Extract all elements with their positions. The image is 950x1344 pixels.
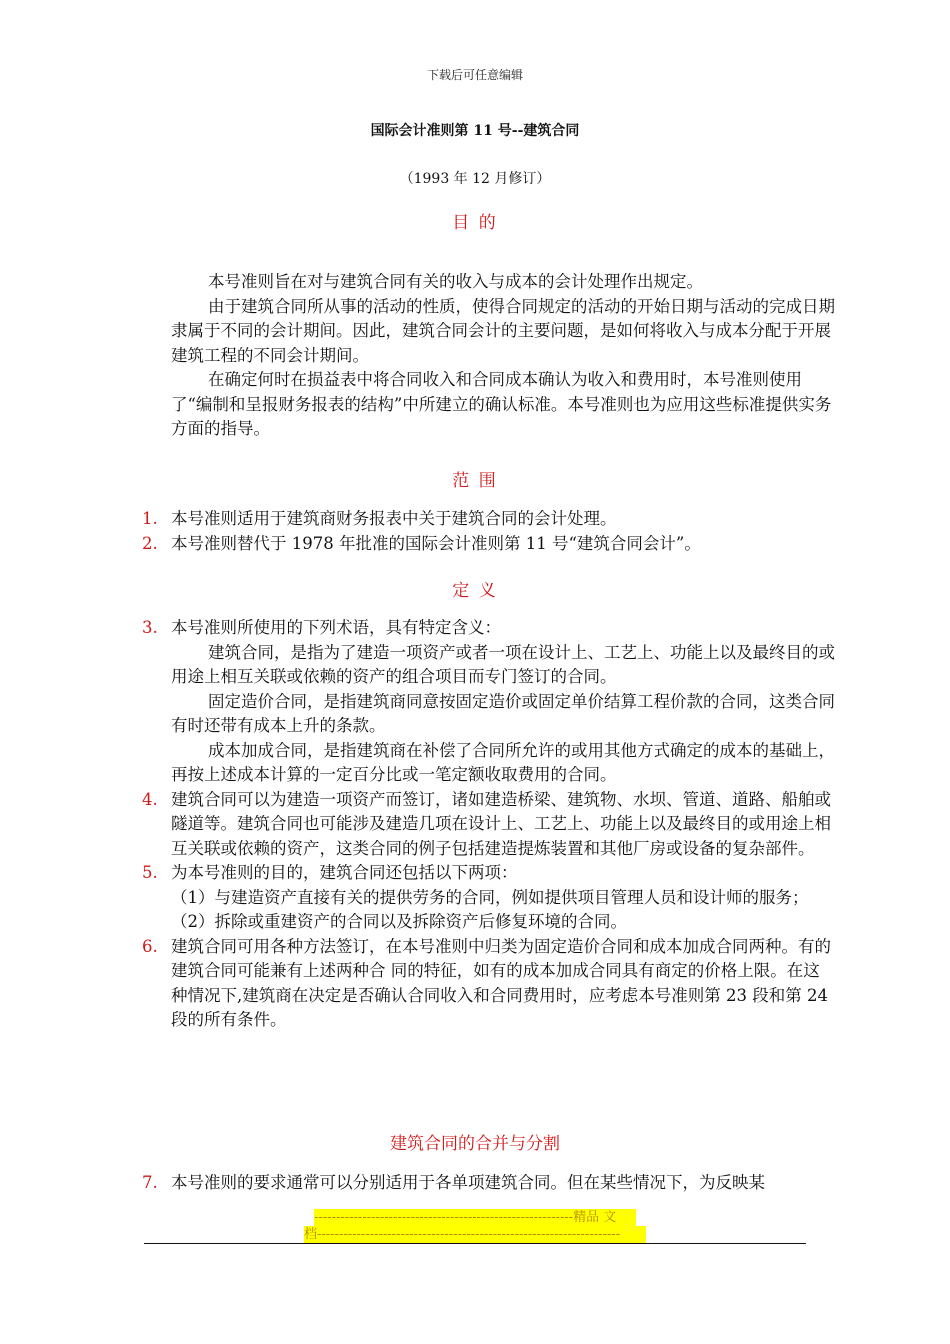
item-text: 建筑合同可用各种方法签订，在本号准则中归类为固定造价合同和成本加成合同两种。有的建筑合同可能兼有上述两种合 同的特征，如有的成本加成合同具有商定的价格上限。在这种情况下,建筑商在决定是否确认合同收入和合同费用时，应考虑本号准则第 23 段和第 24 段的所有条件。 xyxy=(171,936,831,1029)
list-item xyxy=(142,507,835,532)
combining-body xyxy=(142,1171,835,1196)
section-heading-combining: 建筑合同的合并与分割 xyxy=(390,1134,560,1154)
section-heading-definitions: 定 义 xyxy=(452,581,498,601)
item-text: 本号准则所使用的下列术语，具有特定含义： xyxy=(171,618,501,637)
section-heading-purpose: 目 的 xyxy=(452,213,498,233)
footer-divider xyxy=(144,1243,806,1244)
purpose-paragraph: 本号准则旨在对与建筑合同有关的收入与成本的会计处理作出规定。 xyxy=(208,272,703,291)
section-heading-scope: 范 围 xyxy=(452,471,498,491)
footer-band-line1: -----------------------------------------------------------精品 文 xyxy=(314,1209,636,1226)
purpose-paragraph: 在确定何时在损益表中将合同收入和合同成本确认为收入和费用时，本号准则使用了“编制和呈报财务报表的结构”中所建立的确认标准。本号准则也为应用这些标准提供实务方面的指导。 xyxy=(171,370,832,438)
item-text: 本号准则的要求通常可以分别适用于各单项建筑合同。但在某些情况下，为反映某 xyxy=(171,1173,765,1192)
definition-term: 固定造价合同，是指建筑商同意按固定造价或固定单价结算工程价款的合同，这类合同有时还带有成本上升的条款。 xyxy=(171,691,835,735)
document-title: 国际会计准则第 11 号--建筑合同 xyxy=(370,123,580,139)
list-item xyxy=(142,788,835,862)
item-number: 3. xyxy=(142,618,158,637)
definitions-body xyxy=(142,616,835,1033)
definition-term: 建筑合同，是指为了建造一项资产或者一项在设计上、工艺上、功能上以及最终目的或用途上相互关联或依赖的资产的组合项目而专门签订的合同。 xyxy=(171,642,835,686)
item-number: 5. xyxy=(142,863,158,882)
sub-item: （1）与建造资产直接有关的提供劳务的合同，例如提供项目管理人员和设计师的服务； xyxy=(171,887,809,907)
sub-item: （2）拆除或重建资产的合同以及拆除资产后修复环境的合同。 xyxy=(171,912,627,931)
list-item xyxy=(142,532,835,557)
list-item xyxy=(142,861,835,886)
list-item xyxy=(142,1171,835,1196)
item-number: 4. xyxy=(142,789,158,809)
item-text: 建筑合同可以为建造一项资产而签订，诸如建造桥梁、建筑物、水坝、管道、道路、船舶或隧道等。建筑合同也可能涉及建造几项在设计上、工艺上、功能上以及最终目的或用途上相互关联或依赖的资产，这类合同的例子包括建造提炼装置和其他厂房或设备的复杂部件。 xyxy=(171,789,831,858)
list-item xyxy=(142,935,835,1033)
purpose-paragraph: 由于建筑合同所从事的活动的性质，使得合同规定的活动的开始日期与活动的完成日期隶属于不同的会计期间。因此，建筑合同会计的主要问题，是如何将收入与成本分配于开展建筑工程的不同会计期间。 xyxy=(171,296,835,365)
item-number: 1. xyxy=(142,509,158,528)
item-text: 本号准则适用于建筑商财务报表中关于建筑合同的会计处理。 xyxy=(171,509,617,528)
scope-body xyxy=(142,507,835,556)
purpose-body xyxy=(171,270,835,442)
item-number: 7. xyxy=(142,1173,158,1192)
item-number: 6. xyxy=(142,936,158,956)
list-item xyxy=(142,616,835,641)
item-text: 本号准则替代于 1978 年批准的国际会计准则第 11 号“建筑合同会计”。 xyxy=(171,533,701,553)
footer-band-line2: 档--------------------------------------------------------------------- xyxy=(304,1226,646,1243)
revision-note: （1993 年 12 月修订） xyxy=(399,171,551,187)
item-number: 2. xyxy=(142,533,158,553)
item-text: 为本号准则的目的，建筑合同还包括以下两项： xyxy=(171,863,518,882)
page-header: 下载后可任意编辑 xyxy=(426,68,523,82)
definition-term: 成本加成合同，是指建筑商在补偿了合同所允许的或用其他方式确定的成本的基础上，再按上述成本计算的一定百分比或一笔定额收取费用的合同。 xyxy=(171,740,835,784)
